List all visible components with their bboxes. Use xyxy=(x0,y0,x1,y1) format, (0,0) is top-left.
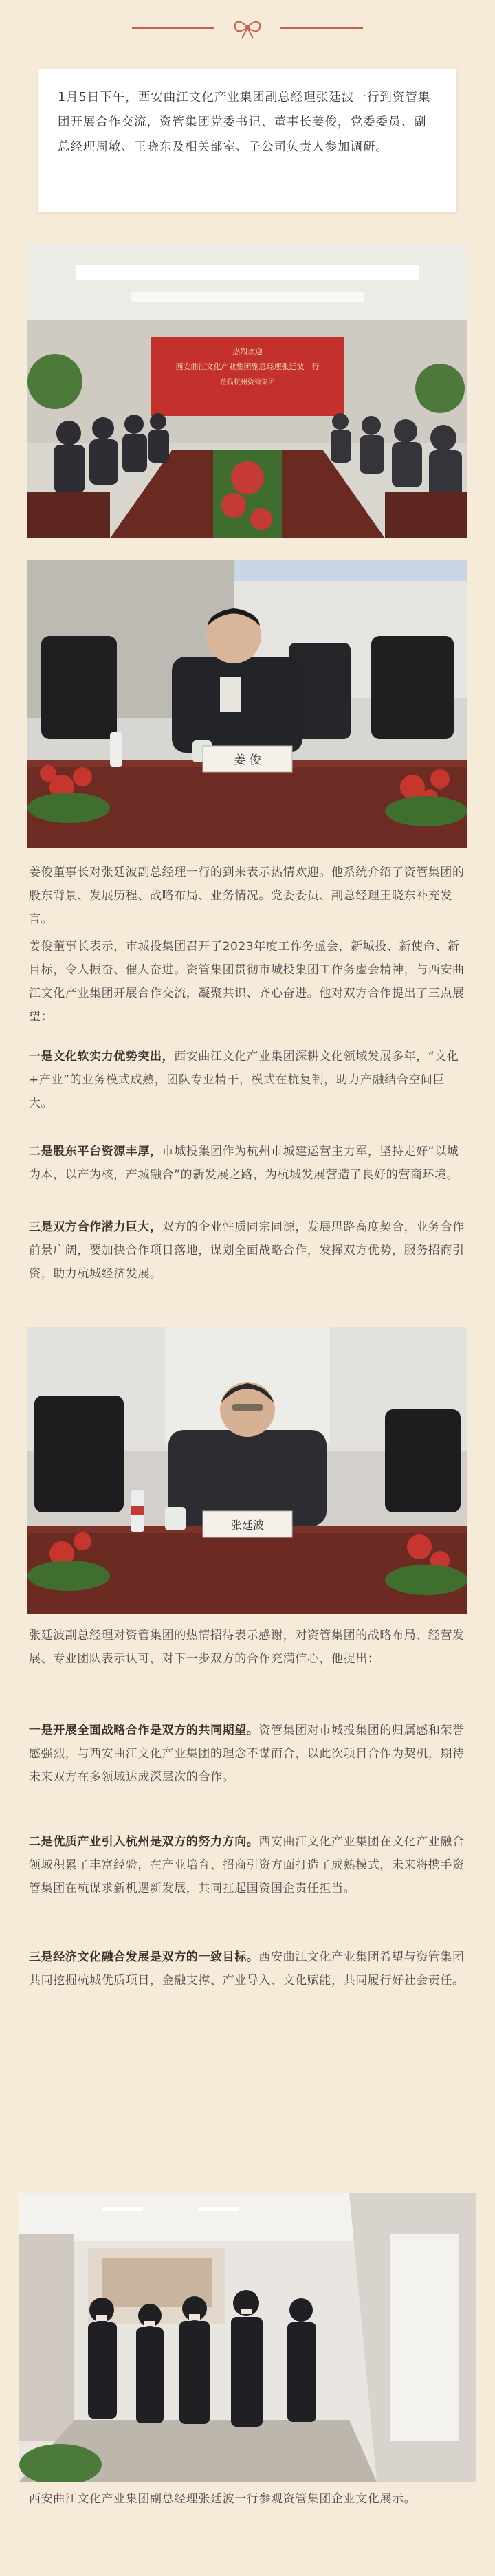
point-1-head: 一是文化软实力优势突出， xyxy=(29,1050,175,1064)
point-5-head: 二是优质产业引入杭州是双方的努力方向。 xyxy=(29,1835,259,1849)
nameplate-zhang: 张廷波 xyxy=(230,1519,265,1532)
point-2-body: 市城投集团作为杭州市城建运营主力军，坚持走好“以城为本，以产为核，产城融合”的新发展之路，为杭城发展营造了良好的营商环境。 xyxy=(29,1145,459,1182)
exhibition-visit-photo xyxy=(19,2193,476,2482)
ornament-line-right xyxy=(280,27,363,29)
point-3-head: 三是双方合作潜力巨大， xyxy=(29,1220,162,1234)
intro-text: 1月5日下午，西安曲江文化产业集团副总经理张廷波一行到资管集团开展合作交流，资管集团党委书记、董事长姜俊，党委委员、副总经理周敏、王晓东及相关部室、子公司负责人参加调研。 xyxy=(58,91,431,154)
point-6 xyxy=(29,1946,466,1992)
point-2-head: 二是股东平台资源丰厚， xyxy=(29,1145,162,1158)
top-ornament xyxy=(0,10,495,40)
photo-caption: 西安曲江文化产业集团副总经理张廷波一行参观资管集团企业文化展示。 xyxy=(29,2492,417,2506)
paragraph-thanks: 张廷波副总经理对资管集团的热情招待表示感谢，对资管集团的战略布局、经营发展、专业团队表示认可，对下一步双方的合作充满信心，他提出： xyxy=(29,1629,465,1666)
banner-line-3: 莅临杭州资管集团 xyxy=(220,379,275,386)
point-1-body: 西安曲江文化产业集团深耕文化领域发展多年，“文化+产业”的业务模式成熟，团队专业精干，模式在杭复制，助力产融结合空间巨大。 xyxy=(29,1050,459,1110)
meeting-room-photo xyxy=(28,244,468,538)
vice-gm-photo xyxy=(28,1327,468,1614)
point-5 xyxy=(29,1830,466,1900)
paragraph-welcome: 姜俊董事长对张廷波副总经理一行的到来表示热情欢迎。他系统介绍了资管集团的股东背景、发展历程、战略布局、业务情况。党委委员、副总经理王晓东补充发言。 xyxy=(29,866,465,926)
chairman-photo xyxy=(28,560,468,848)
point-2 xyxy=(29,1140,466,1187)
banner-line-1: 热烈欢迎 xyxy=(232,347,263,356)
point-4-head: 一是开展全面战略合作是双方的共同期望。 xyxy=(29,1724,259,1737)
intro-card xyxy=(38,69,456,212)
bow-knot-icon xyxy=(231,14,264,41)
banner-line-2: 西安曲江文化产业集团副总经理张廷波一行 xyxy=(175,362,320,371)
ornament-line-left xyxy=(132,27,214,29)
point-3-body: 双方的企业性质同宗同源，发展思路高度契合，业务合作前景广阔，要加快合作项目落地，谋划全面战略合作，发挥双方优势，服务招商引资，助力杭城经济发展。 xyxy=(29,1220,465,1281)
nameplate-jiang: 姜 俊 xyxy=(234,753,261,767)
point-1 xyxy=(29,1045,466,1115)
point-3 xyxy=(29,1215,466,1286)
paragraph-outlook: 姜俊董事长表示，市城投集团召开了2023年度工作务虚会，新城投、新使命、新目标，令人振奋、催人奋进。资管集团贯彻市城投集团工作务虚会精神，与西安曲江文化产业集团开展合作交流，凝聚共识、齐心奋进。他对双方合作提出了三点展望： xyxy=(29,940,465,1024)
point-4-body: 资管集团对市城投集团的归属感和荣誉感强烈，与西安曲江文化产业集团的理念不谋而合，以此次项目合作为契机，期待未来双方在多领域达成深层次的合作。 xyxy=(29,1724,465,1784)
point-6-body: 西安曲江文化产业集团希望与资管集团共同挖掘杭城优质项目，金融支撑、产业导入、文化赋能，共同履行好社会责任。 xyxy=(29,1950,465,1988)
point-6-head: 三是经济文化融合发展是双方的一致目标。 xyxy=(29,1950,259,1964)
point-5-body: 西安曲江文化产业集团在文化产业融合领域积累了丰富经验，在产业培育、招商引资方面打造了成熟模式，未来将携手资管集团在杭谋求新机遇新发展，共同扛起国资国企责任担当。 xyxy=(29,1835,465,1895)
point-4 xyxy=(29,1719,466,1789)
